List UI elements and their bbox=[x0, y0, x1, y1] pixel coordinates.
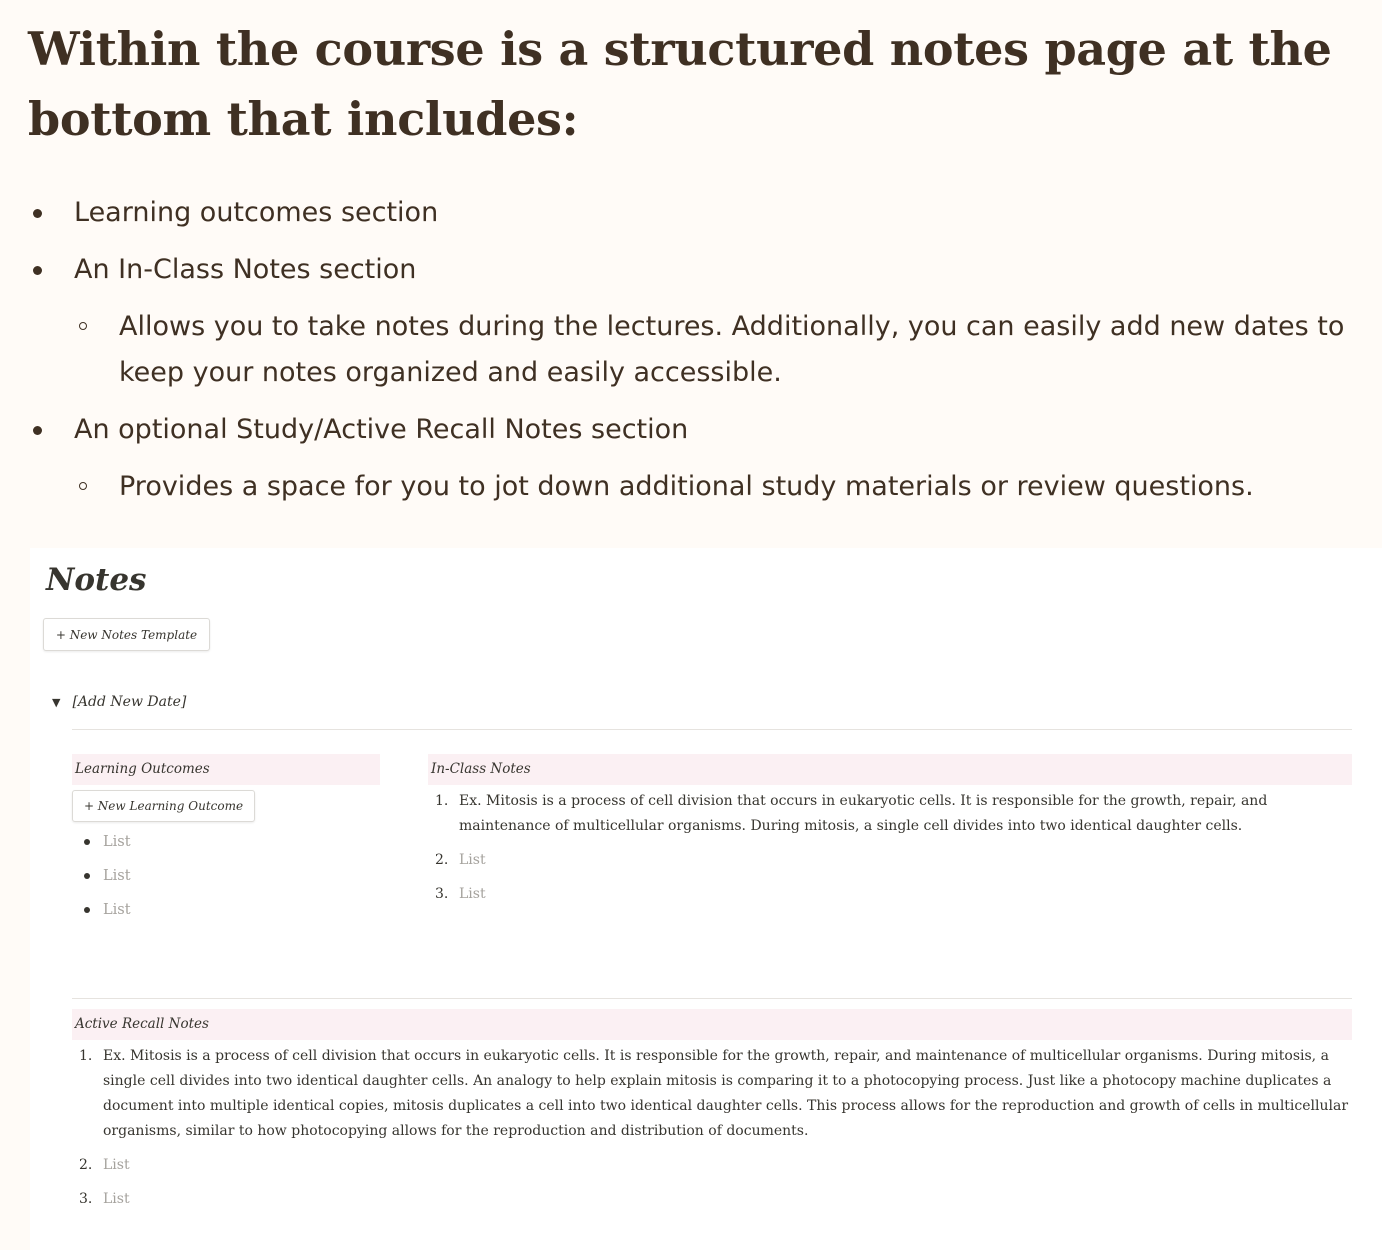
intro-title: Within the course is a structured notes page at the bottom that includes: bbox=[28, 22, 1332, 146]
list-item-text: List bbox=[459, 886, 486, 902]
active-recall-notes-list bbox=[72, 1044, 1352, 1221]
intro-bullet bbox=[28, 190, 1358, 236]
active-recall-notes-header: Active Recall Notes bbox=[72, 1009, 1352, 1040]
list-item-text: List bbox=[103, 1157, 130, 1173]
intro-bullet-list bbox=[28, 190, 1358, 510]
new-learning-outcome-button[interactable]: + New Learning Outcome bbox=[72, 790, 255, 822]
learning-outcomes-header: Learning Outcomes bbox=[72, 754, 380, 785]
list-number: 3. bbox=[435, 886, 449, 902]
intro-bullet bbox=[28, 247, 1358, 396]
list-item[interactable]: List bbox=[72, 825, 131, 859]
list-item[interactable] bbox=[428, 848, 1352, 873]
in-class-notes-list bbox=[428, 789, 1352, 916]
divider bbox=[72, 998, 1352, 999]
intro-sub-bullet: Allows you to take notes during the lectures. Additionally, you can easily add new dates to keep your notes organized and easily accessible. bbox=[74, 304, 1358, 396]
list-item[interactable] bbox=[428, 789, 1352, 839]
list-item[interactable] bbox=[72, 1187, 1352, 1212]
list-item[interactable] bbox=[72, 1153, 1352, 1178]
toggle-label: [Add New Date] bbox=[72, 694, 187, 710]
list-item-text: List bbox=[103, 1191, 130, 1207]
list-item[interactable] bbox=[428, 882, 1352, 907]
intro-bullet-text: Learning outcomes section bbox=[74, 197, 439, 228]
list-number: 1. bbox=[79, 1048, 93, 1064]
learning-outcomes-list bbox=[72, 825, 131, 927]
triangle-down-icon[interactable]: ▼ bbox=[52, 695, 61, 709]
list-item[interactable]: List bbox=[72, 893, 131, 927]
intro-sub-list bbox=[74, 304, 1358, 396]
list-number: 1. bbox=[435, 793, 449, 809]
list-item-text: List bbox=[459, 852, 486, 868]
intro-section bbox=[28, 14, 1358, 521]
intro-bullet-text: An In-Class Notes section bbox=[74, 254, 417, 285]
intro-bullet-text: An optional Study/Active Recall Notes section bbox=[74, 414, 689, 445]
list-number: 2. bbox=[79, 1157, 93, 1173]
list-number: 3. bbox=[79, 1191, 93, 1207]
list-number: 2. bbox=[435, 852, 449, 868]
list-item[interactable]: List bbox=[72, 859, 131, 893]
intro-sub-list bbox=[74, 464, 1358, 510]
list-item-text: Ex. Mitosis is a process of cell division that occurs in eukaryotic cells. It is responsible for the growth, repair, and maintenance of multicellular organisms. During mitosis, a single cell divides into two identical daughter cells. An analogy to help explain mitosis is comparing it to a photocopying process. Just like a photocopy machine duplicates a document into multiple identical copies, mitosis duplicates a cell into two identical daughter cells. This process allows for the reproduction and growth of cells in multicellular organisms, similar to how photocopying allows for the reproduction and distribution of documents. bbox=[103, 1048, 1349, 1139]
in-class-notes-header: In-Class Notes bbox=[428, 754, 1352, 785]
list-item[interactable] bbox=[72, 1044, 1352, 1144]
add-new-date-toggle[interactable] bbox=[52, 694, 186, 710]
new-notes-template-button[interactable]: + New Notes Template bbox=[43, 618, 210, 651]
notes-title: Notes bbox=[46, 562, 147, 598]
divider bbox=[72, 729, 1352, 730]
intro-sub-bullet: Provides a space for you to jot down additional study materials or review questions. bbox=[74, 464, 1358, 510]
notes-panel bbox=[30, 548, 1382, 1250]
list-item-text: Ex. Mitosis is a process of cell division that occurs in eukaryotic cells. It is responsible for the growth, repair, and maintenance of multicellular organisms. During mitosis, a single cell divides into two identical daughter cells. bbox=[459, 793, 1268, 834]
intro-bullet bbox=[28, 407, 1358, 510]
